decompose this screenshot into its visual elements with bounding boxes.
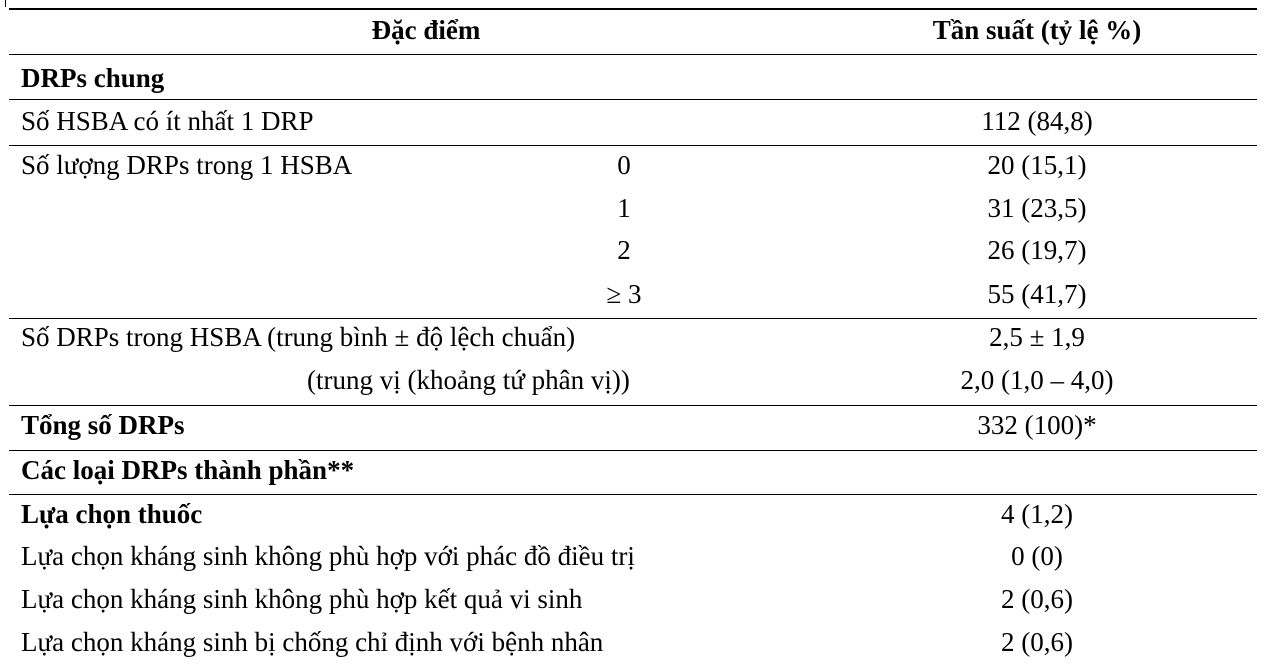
row-value: 31 (23,5) <box>987 193 1087 223</box>
row-value: 0 (0) <box>1011 541 1063 571</box>
row-value-total-drps: 332 (100)* <box>977 410 1097 440</box>
row-sub-category: 1 <box>617 193 631 223</box>
row-value: 55 (41,7) <box>987 279 1087 309</box>
row-value: 2 (0,6) <box>1001 627 1073 657</box>
row-label: Số HSBA có ít nhất 1 DRP <box>21 106 314 136</box>
section-label-drp-types: Các loại DRPs thành phần** <box>21 455 355 485</box>
row-label: Số DRPs trong HSBA (trung bình ± độ lệch chuẩn) <box>21 322 576 352</box>
table-top-rule <box>9 8 1257 10</box>
row-sub-category: ≥ 3 <box>606 279 642 309</box>
row-label: Lựa chọn kháng sinh không phù hợp kết quả vi sinh <box>21 584 583 614</box>
row-label: (trung vị (khoảng tứ phân vị)) <box>307 365 630 395</box>
row-label-drug-selection: Lựa chọn thuốc <box>21 499 203 529</box>
drp-table <box>9 8 1257 666</box>
row-sub-category: 0 <box>617 150 631 180</box>
row-rule <box>9 145 1257 146</box>
row-label: Số lượng DRPs trong 1 HSBA <box>21 150 353 180</box>
row-label: Lựa chọn kháng sinh bị chống chỉ định với bệnh nhân <box>21 627 604 657</box>
column-header-characteristic: Đặc điểm <box>371 15 481 45</box>
row-value: 26 (19,7) <box>987 235 1087 265</box>
row-sub-category: 2 <box>617 235 631 265</box>
row-value: 112 (84,8) <box>981 106 1093 136</box>
row-value: 20 (15,1) <box>987 150 1087 180</box>
row-value: 4 (1,2) <box>1001 499 1073 529</box>
page-corner-mark <box>5 0 6 7</box>
row-value: 2,5 ± 1,9 <box>989 322 1085 352</box>
row-value: 2 (0,6) <box>1001 584 1073 614</box>
row-rule <box>9 405 1257 406</box>
row-rule <box>9 99 1257 100</box>
row-label: Lựa chọn kháng sinh không phù hợp với phác đồ điều trị <box>21 541 635 571</box>
row-rule <box>9 450 1257 451</box>
header-bottom-rule <box>9 54 1257 55</box>
section-label-general-drps: DRPs chung <box>21 63 165 93</box>
row-value: 2,0 (1,0 – 4,0) <box>960 365 1114 395</box>
row-rule <box>9 318 1257 319</box>
row-rule <box>9 494 1257 495</box>
row-label-total-drps: Tổng số DRPs <box>21 410 185 440</box>
column-header-frequency: Tần suất (tỷ lệ %) <box>932 15 1142 45</box>
